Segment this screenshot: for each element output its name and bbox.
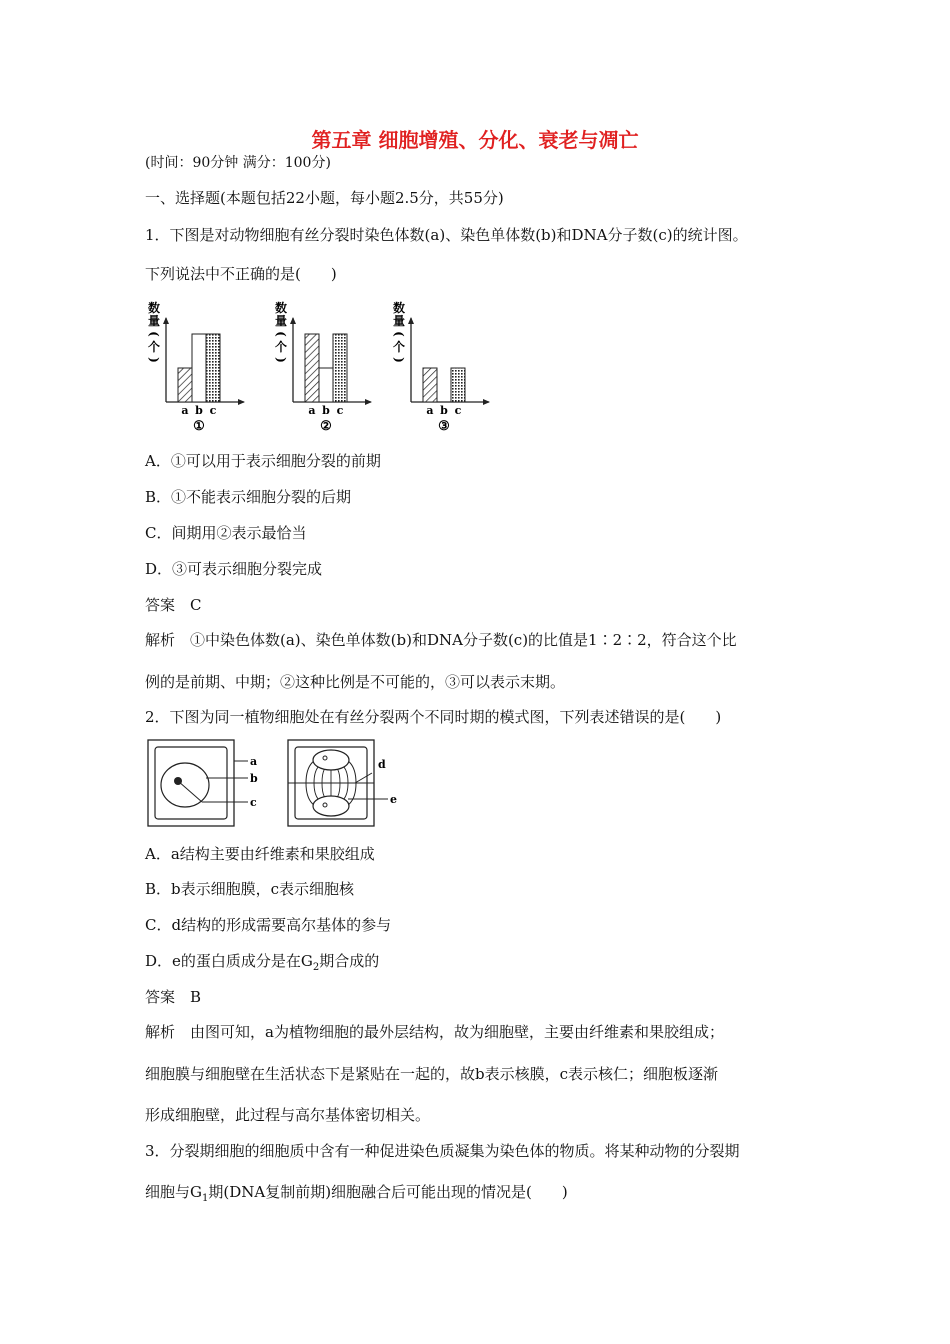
panel-label: ②	[320, 419, 332, 434]
ylabel-char: 量	[274, 314, 288, 328]
q2-cell-diagram	[140, 735, 420, 835]
ylabel-char: 个	[274, 340, 288, 354]
cell-membrane	[155, 747, 227, 819]
nucleus	[161, 763, 209, 807]
q1-stem-line1: 1．下图是对动物细胞有丝分裂时染色体数(a)、染色单体数(b)和DNA分子数(c)的统计图。	[145, 226, 748, 244]
bar-b	[319, 368, 333, 402]
ylabel-char: 数	[392, 301, 406, 315]
q1-bar-chart-figure	[140, 298, 510, 438]
ylabel-char: 数	[274, 301, 288, 315]
q1-option-c: C．间期用②表示最恰当	[145, 524, 307, 542]
tick-label: c	[454, 404, 462, 417]
tick-label: a	[426, 404, 434, 417]
tick-label: c	[336, 404, 344, 417]
label-e: e	[390, 793, 397, 806]
ylabel-char: 量	[147, 314, 161, 328]
daughter-nucleus-top	[313, 750, 349, 770]
q1-analysis-line1: 解析 ①中染色体数(a)、染色单体数(b)和DNA分子数(c)的比值是1∶2∶2，符合这个比	[145, 631, 737, 649]
q2-analysis-line3: 形成细胞壁，此过程与高尔基体密切相关。	[145, 1106, 431, 1124]
q2-option-d: D．e的蛋白质成分是在$G_2$期合成的	[145, 952, 380, 973]
label-c: c	[250, 796, 257, 809]
q2-analysis-line1: 解析 由图可知，a为植物细胞的最外层结构，故为细胞壁，主要由纤维素和果胶组成；	[145, 1023, 724, 1041]
y-axis-arrow	[290, 317, 296, 324]
q1-option-a: A．①可以用于表示细胞分裂的前期	[145, 452, 381, 470]
x-axis-arrow	[365, 399, 372, 405]
q2-option-c: C．d结构的形成需要高尔基体的参与	[145, 916, 392, 934]
ylabel-char: 个	[147, 340, 161, 354]
bar-a	[305, 334, 319, 402]
bar-c	[451, 368, 465, 402]
q1-answer: 答案 C	[145, 596, 202, 614]
label-b: b	[250, 772, 258, 785]
q1-analysis-line2: 例的是前期、中期；②这种比例是不可能的，③可以表示末期。	[145, 673, 566, 691]
ylabel-char: 个	[392, 340, 406, 354]
y-axis-arrow	[163, 317, 169, 324]
time-info: (时间：90分钟 满分：100分)	[145, 155, 331, 171]
ylabel-char: 量	[392, 314, 406, 328]
tick-label: c	[209, 404, 217, 417]
ylabel-char: )	[147, 357, 161, 363]
y-axis-arrow	[408, 317, 414, 324]
label-a: a	[250, 755, 258, 768]
ylabel-char: (	[147, 331, 161, 337]
daughter-nucleus-bottom	[313, 796, 349, 816]
q3-stem-line1: 3．分裂期细胞的细胞质中含有一种促进染色质凝集为染色体的物质。将某种动物的分裂期	[145, 1142, 740, 1160]
tick-label: b	[322, 404, 330, 417]
tick-label: a	[308, 404, 316, 417]
bar-b	[192, 334, 206, 402]
label-d: d	[378, 758, 386, 771]
ylabel-char: (	[274, 331, 288, 337]
bar-c	[206, 334, 220, 402]
ylabel-char: )	[274, 357, 288, 363]
q3-stem-line2: 细胞与$G_1$期(DNA复制前期)细胞融合后可能出现的情况是( )	[145, 1183, 568, 1204]
tick-label: b	[195, 404, 203, 417]
q2-analysis-line2: 细胞膜与细胞壁在生活状态下是紧贴在一起的，故b表示核膜，c表示核仁；细胞板逐渐	[145, 1065, 719, 1083]
q2-stem: 2．下图为同一植物细胞处在有丝分裂两个不同时期的模式图，下列表述错误的是( )	[145, 708, 722, 726]
panel-label: ③	[438, 419, 450, 434]
x-axis-arrow	[483, 399, 490, 405]
x-axis-arrow	[238, 399, 245, 405]
tick-label: b	[440, 404, 448, 417]
bar-a	[423, 368, 437, 402]
q1-stem-line2: 下列说法中不正确的是( )	[145, 265, 337, 283]
page-title: 第五章 细胞增殖、分化、衰老与凋亡	[311, 128, 639, 152]
bar-c	[333, 334, 347, 402]
tick-label: a	[181, 404, 189, 417]
q2-option-a: A．a结构主要由纤维素和果胶组成	[145, 845, 375, 863]
ylabel-char: 数	[147, 301, 161, 315]
ylabel-char: )	[392, 357, 406, 363]
q2-answer: 答案 B	[145, 988, 202, 1006]
bar-a	[178, 368, 192, 402]
q1-option-d: D．③可表示细胞分裂完成	[145, 560, 323, 578]
section-heading: 一、选择题(本题包括22小题，每小题2.5分，共55分)	[145, 189, 504, 207]
panel-label: ①	[193, 419, 205, 434]
q1-option-b: B．①不能表示细胞分裂的后期	[145, 488, 352, 506]
q2-option-b: B．b表示细胞膜，c表示细胞核	[145, 880, 355, 898]
ylabel-char: (	[392, 331, 406, 337]
